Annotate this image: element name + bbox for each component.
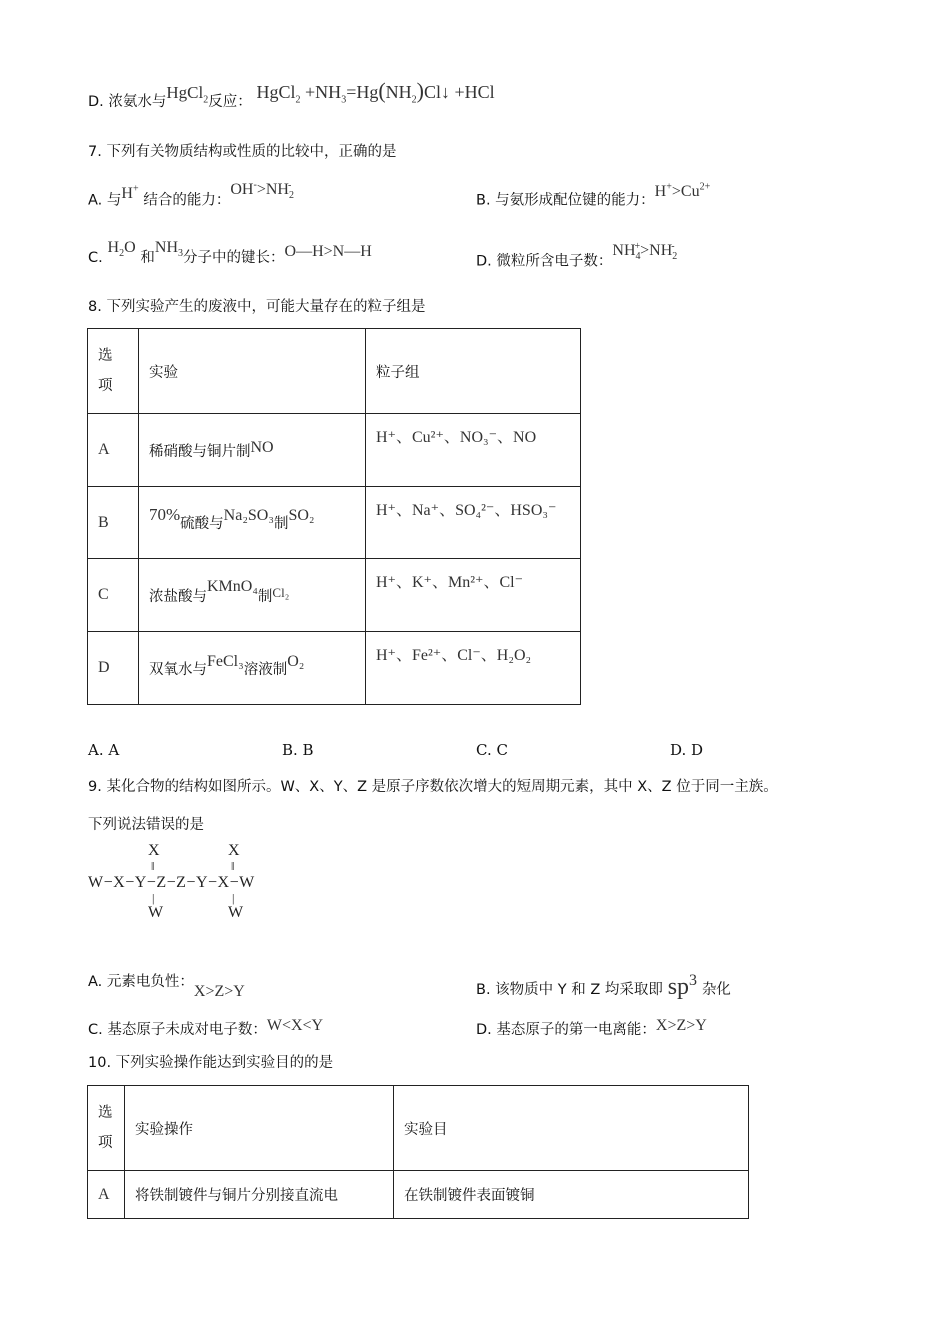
choice-c: C. C xyxy=(476,741,508,759)
header-experiment: 实验 xyxy=(139,329,366,414)
q7-option-d: D. 微粒所含电子数：$NH_4^+>NH_2^-$ xyxy=(476,241,678,270)
reaction-equation: HgCl$_2$ $+NH_3=Hg(NH_2)Cl↓ +HCl$ xyxy=(256,78,495,106)
choice-b: B. B xyxy=(282,741,314,759)
q9-option-c: C. 基态原子未成对电子数：W<X<Y xyxy=(88,1017,324,1038)
q9-option-d: D. 基态原子的第一电离能：X>Z>Y xyxy=(476,1017,707,1038)
header-option: 选 项 xyxy=(88,1086,125,1171)
q7-option-c: C. $H_2O$ 和$NH_3$分子中的键长：O—H>N—H xyxy=(88,239,372,266)
q7-option-a: A. 与H+ 结合的能力：$OH^->NH_2^-$ xyxy=(88,180,294,209)
q9-option-b: B. 该物质中 Y 和 Z 均采取即 $sp^3$ 杂化 xyxy=(476,972,731,1000)
table-row: A 稀硝酸与铜片制NO H⁺、Cu²⁺、NO₃⁻、NO xyxy=(88,414,581,487)
choice-a: A. A xyxy=(88,741,120,759)
q10-table xyxy=(87,1085,749,1219)
table-header-row xyxy=(88,329,581,414)
q9-stem: 9. 某化合物的结构如图所示。W、X、Y、Z 是原子序数依次增大的短周期元素，其中 X、Z 位于同一主族。 xyxy=(88,779,778,795)
q9-option-a: A. 元素电负性：X>Z>Y xyxy=(88,974,245,1000)
header-operation: 实验操作 xyxy=(125,1086,394,1171)
choice-d: D. D xyxy=(670,741,704,759)
table-row: D 双氧水与FeCl₃溶液制O₂ H⁺、Fe²⁺、Cl⁻、H₂O₂ xyxy=(88,632,581,705)
q8-stem: 8. 下列实验产生的废液中，可能大量存在的粒子组是 xyxy=(88,299,426,315)
structure-diagram: X ‖ X ‖ W−X−Y−Z−Z−Y−X−W | W | W xyxy=(88,842,255,921)
table-row: B 70%硫酸与Na₂SO₃制SO₂ H⁺、Na⁺、SO₄²⁻、HSO₃⁻ xyxy=(88,487,581,559)
structure-chain: W−X−Y−Z−Z−Y−X−W xyxy=(88,874,255,891)
header-goal: 实验目 xyxy=(394,1086,749,1171)
table-row: C 浓盐酸与KMnO₄制Cl₂ H⁺、K⁺、Mn²⁺、Cl⁻ xyxy=(88,559,581,632)
reagent-formula: HgCl$_2$ xyxy=(166,83,209,106)
q7-stem: 7. 下列有关物质结构或性质的比较中，正确的是 xyxy=(88,144,397,160)
q6-option-d: D. 浓氨水与HgCl$_2$反应： HgCl$_2$ $+NH_3=Hg(NH_2)Cl↓ +HCl$ xyxy=(88,78,495,110)
q7-option-b: B. 与氨形成配位键的能力：$H^+>Cu^{2+}$ xyxy=(476,182,711,209)
q10-stem: 10. 下列实验操作能达到实验目的的是 xyxy=(88,1055,334,1071)
q9-stem-2: 下列说法错误的是 xyxy=(88,817,204,833)
table-header-row xyxy=(88,1086,749,1171)
q8-table xyxy=(87,328,581,705)
header-ions: 粒子组 xyxy=(366,329,581,414)
header-option: 选 项 xyxy=(88,329,139,414)
table-row: A 将铁制镀件与铜片分别接直流电 在铁制镀件表面镀铜 xyxy=(88,1171,749,1219)
